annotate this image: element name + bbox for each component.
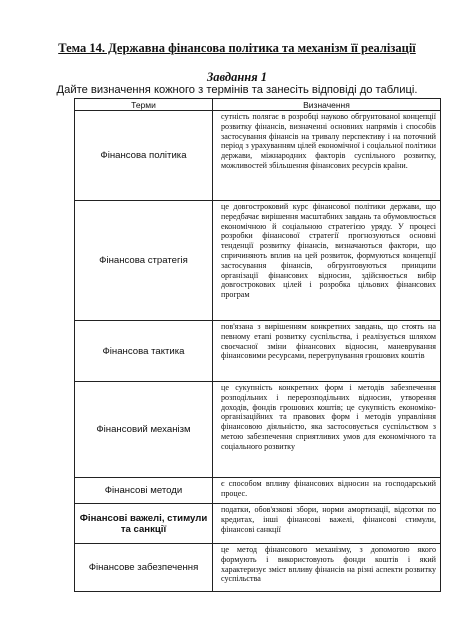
table-row (75, 201, 441, 321)
term-cell: Фінансова тактика (75, 321, 213, 382)
header-definitions: Визначення (213, 99, 441, 111)
term-cell: Фінансове забезпечення (75, 544, 213, 592)
term-cell: Фінансовий механізм (75, 382, 213, 478)
term-cell: Фінансова стратегія (75, 201, 213, 321)
table-row (75, 478, 441, 504)
definition-cell: це метод фінансового механізму, з допомогою якого формують і використовують фонди коштів і який характеризує зміст впливу фінансів на різні аспекти розвитку суспільства (213, 544, 441, 592)
table-header-row (75, 99, 441, 111)
term-cell: Фінансова політика (75, 111, 213, 201)
term-cell: Фінансові методи (75, 478, 213, 504)
table-row (75, 321, 441, 382)
table-row (75, 504, 441, 544)
definition-cell: податки, обов'язкові збори, норми амортизації, відсотки по кредитах, інші фінансові важелі, фінансові стимули, фінансові санкції (213, 504, 441, 544)
document-title: Тема 14. Державна фінансова політика та механізм її реалізації (58, 41, 416, 55)
term-cell: Фінансові важелі, стимули та санкції (75, 504, 213, 544)
definition-cell: сутність полягає в розробці науково обгрунтованої концепції розвитку фінансів, визначенні основних напрямів і способів застосування фінансів на тривалу перспективу і на поточний період з урахуванням цілей економічної і соціальної політики держави, міжнародних факторів суспільного розвитку, можливостей збільшення фінансових ресурсів країни. (213, 111, 441, 201)
table-row (75, 111, 441, 201)
table-row (75, 544, 441, 592)
table-row (75, 382, 441, 478)
header-terms: Терми (75, 99, 213, 111)
definition-cell: це сукупність конкретних форм і методів забезпечення розподільних і перерозподільних відносин, утворення доходів, фондів грошових коштів; це сукупність економіко-організаційних та правових форм і методів управління фінансовою діяльністю, яка застосовується суспільством з метою забезпечення сприятливих умов для економічного та соціального розвитку (213, 382, 441, 478)
terms-table (74, 98, 441, 592)
task-heading: Завдання 1 (206, 70, 268, 84)
definition-cell: є способом впливу фінансових відносин на господарський процес. (213, 478, 441, 504)
definition-cell: це довгостроковий курс фінансової політики держави, що передбачає вирішення масштабних завдань та обумовлюється економічною й соціальною стратегією уряду. У процесі розробки фінансової стратегії прогнозуються основні тенденції розвитку фінансів, визначаються фактори, що спричиняють вплив на цей розвиток, формуються концепції застосування фінансів, обгрунтовуються принципи організації фінансових відносин, здійснюється вибір довгострокових цілей і розробка цільових фінансових програм (213, 201, 441, 321)
definition-cell: пов'язана з вирішенням конкретних завдань, що стоять на певному етапі розвитку суспільства, і реалізується шляхом своєчасної зміни фінансових відносин, маневрування фінансовими ресурсами, перегрупування грошових коштів (213, 321, 441, 382)
task-instruction: Дайте визначення кожного з термінів та занесіть відповіді до таблиці. (56, 84, 418, 96)
